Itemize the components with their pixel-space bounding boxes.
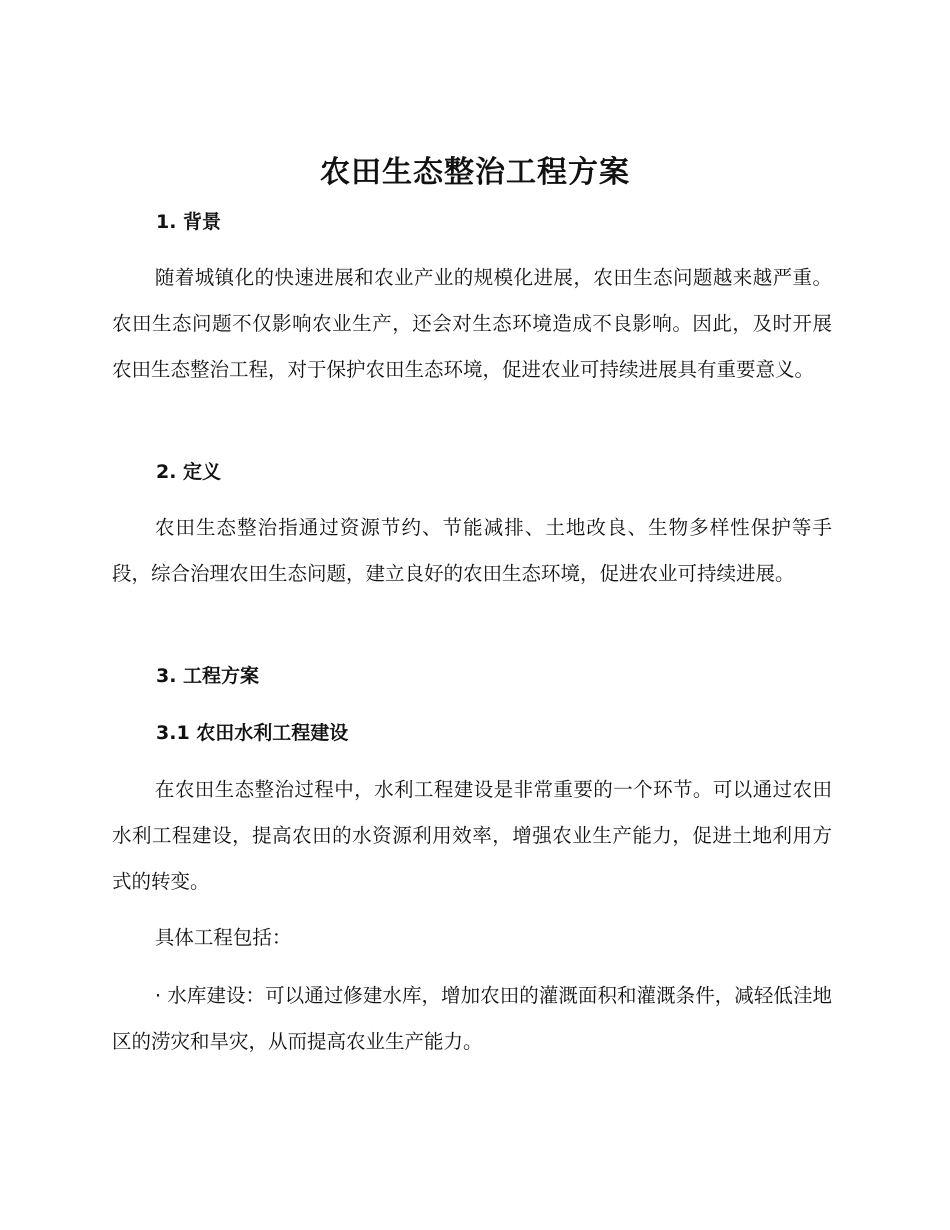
section-heading-background: 1. 背景 [156,211,222,233]
subsection-heading-irrigation: 3.1 农田水利工程建设 [156,722,349,744]
section-heading-definition: 2. 定义 [156,461,222,483]
paragraph-definition: 农田生态整治指通过资源节约、节能减排、土地改良、生物多样性保护等手段，综合治理农田生态问题，建立良好的农田生态环境，促进农业可持续进展。 [112,516,832,585]
paragraph-irrigation: 在农田生态整治过程中，水利工程建设是非常重要的一个环节。可以通过农田水利工程建设，提高农田的水资源利用效率，增强农业生产能力，促进土地利用方式的转变。 [112,778,832,893]
document-title: 农田生态整治工程方案 [320,155,630,190]
list-item-reservoir: · 水库建设：可以通过修建水库，增加农田的灌溉面积和灌溉条件，减轻低洼地区的涝灾和旱灾，从而提高农业生产能力。 [112,984,832,1053]
section-heading-plan: 3. 工程方案 [156,665,260,687]
paragraph-intro: 具体工程包括： [154,926,292,949]
paragraph-background: 随着城镇化的快速进展和农业产业的规模化进展，农田生态问题越来越严重。农田生态问题不仅影响农业生产，还会对生态环境造成不良影响。因此，及时开展农田生态整治工程，对于保护农田生态环境，促进农业可持续进展具有重要意义。 [112,266,832,381]
